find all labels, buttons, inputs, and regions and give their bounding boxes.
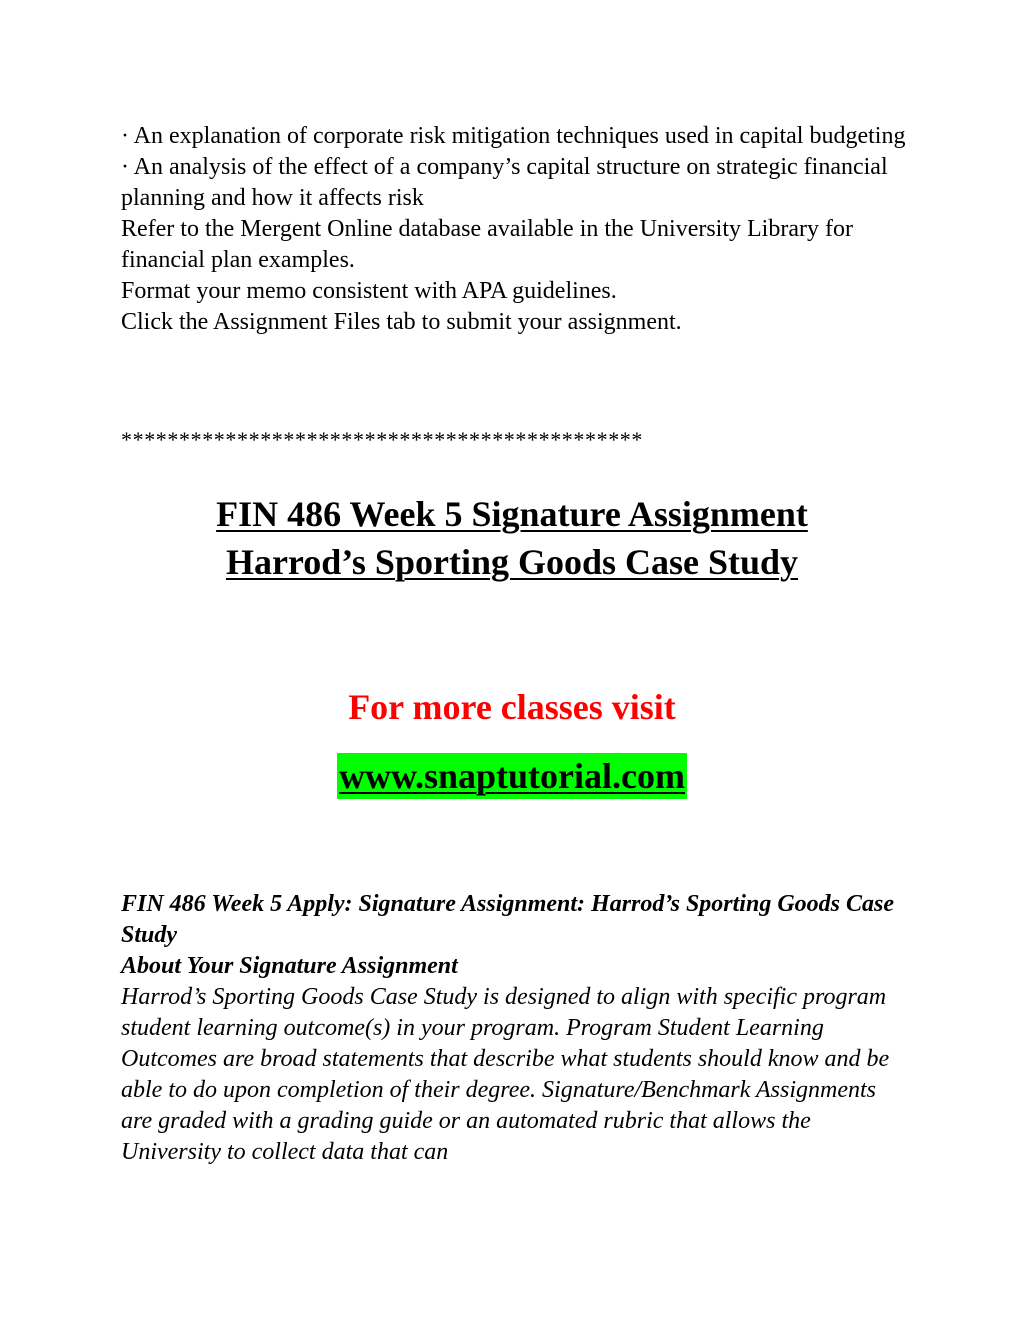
asterisk-separator: ********************************************* xyxy=(121,427,643,452)
assignment-subheading: About Your Signature Assignment xyxy=(121,953,458,979)
intro-format-instruction: Format your memo consistent with APA guidelines. xyxy=(121,278,617,304)
title-line-1-text: FIN 486 Week 5 Signature Assignment xyxy=(216,494,808,534)
intro-bullet-risk-mitigation: · An explanation of corporate risk mitigation techniques used in capital budgeting xyxy=(121,123,906,149)
assignment-paragraph: Harrod’s Sporting Goods Case Study is designed to align with specific program student learning outcome(s) in your program. Program Student Learning Outcomes are broad statements that describe what students should know and be able to do upon completion of their degree. Signature/Benchmark Assignments are graded with a grading guide or an automated rubric that allows the University to collect data that can xyxy=(121,984,890,1165)
title-line-2-text: Harrod’s Sporting Goods Case Study xyxy=(225,542,799,582)
assignment-title xyxy=(0,490,1024,586)
intro-text-block xyxy=(121,121,921,338)
assignment-description xyxy=(121,889,911,1168)
promo-text: For more classes visit xyxy=(348,687,676,727)
intro-mergent-reference: Refer to the Mergent Online database available in the University Library for financial plan examples. xyxy=(121,216,853,273)
title-line-1 xyxy=(0,490,1024,538)
intro-bullet-capital-structure: · An analysis of the effect of a company’s capital structure on strategic financial planning and how it affects risk xyxy=(121,154,888,211)
assignment-heading: FIN 486 Week 5 Apply: Signature Assignment: Harrod’s Sporting Goods Case Study xyxy=(121,891,894,948)
snaptutorial-link[interactable]: www.snaptutorial.com xyxy=(337,753,687,799)
intro-submit-instruction: Click the Assignment Files tab to submit your assignment. xyxy=(121,309,682,335)
title-line-2 xyxy=(0,538,1024,586)
promo-link-container xyxy=(0,753,1024,799)
